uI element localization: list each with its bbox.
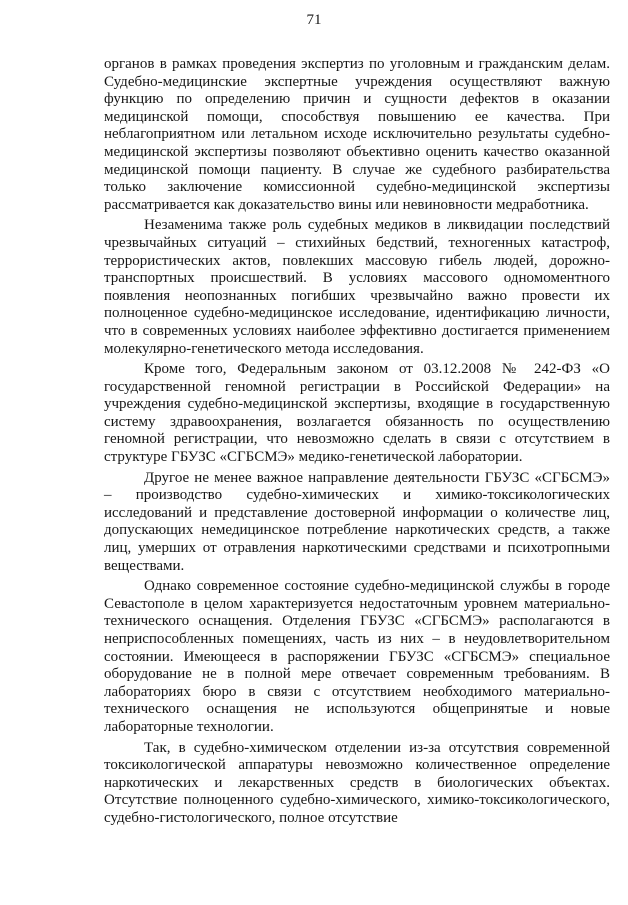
paragraph-2: Незаменима также роль судебных медиков в ликвидации последствий чрезвычайных ситуаций – стихийных бедствий, техногенных катастроф, террористических актов, повлекших массовую гибель людей, дорожно-транспортных происшествий. В условиях массового одномоментного появления неопознанных погибших чрезвычайно важно провести их полноценное судебно-медицинское исследование, идентификацию личности, что в современных условиях наиболее эффективно достигается применением молекулярно-генетического метода исследования. (104, 217, 610, 357)
paragraph-6: Так, в судебно-химическом отделении из-за отсутствия современной токсикологической аппаратуры невозможно количественное определение наркотических и лекарственных средств в биологических объектах. Отсутствие полноценного судебно-химического, химико-токсикологического, судебно-гистологического, полное отсутствие (104, 739, 610, 826)
paragraph-4: Другое не менее важное направление деятельности ГБУЗС «СГБСМЭ» – производство судебно-химических и химико-токсикологических исследований и представление достоверной информации о количестве лиц, допускающих немедицинское потребление наркотических средств, а также лиц, умерших от отравления наркотическими средствами и психотропными веществами. (104, 469, 610, 574)
document-body (104, 56, 610, 831)
paragraph-3: Кроме того, Федеральным законом от 03.12.2008 № 242-ФЗ «О государственной геномной регистрации в Российской Федерации» на учреждения судебно-медицинской экспертизы, входящие в государственную систему здравоохранения, возлагается обязанность по осуществлению геномной регистрации, что невозможно сделать в связи с отсутствием в структуре ГБУЗС «СГБСМЭ» медико-генетической лаборатории. (104, 361, 610, 466)
paragraph-5: Однако современное состояние судебно-медицинской службы в городе Севастополе в целом характеризуется недостаточным уровнем материально-технического оснащения. Отделения ГБУЗС «СГБСМЭ» располагаются в неприспособленных помещениях, часть из них – в неудовлетворительном состоянии. Имеющееся в распоряжении ГБУЗС «СГБСМЭ» специальное оборудование не в полной мере отвечает современным требованиям. В лабораториях бюро в связи с отсутствием необходимого материально-технического оснащения не используются общепринятые и новые лабораторные технологии. (104, 578, 610, 735)
paragraph-1: органов в рамках проведения экспертиз по уголовным и гражданским делам. Судебно-медицинские экспертные учреждения осуществляют важную функцию по определению причин и сущности дефектов в оказании медицинской помощи, способствуя повышению ее качества. При неблагоприятном или летальном исходе исключительно результаты судебно-медицинской экспертизы позволяют объективно оценить качество оказанной медицинской помощи пациенту. В случае же судебного разбирательства только заключение комиссионной судебно-медицинской экспертизы рассматривается как доказательство вины или невиновности медработника. (104, 56, 610, 213)
page-number: 71 (306, 12, 322, 28)
